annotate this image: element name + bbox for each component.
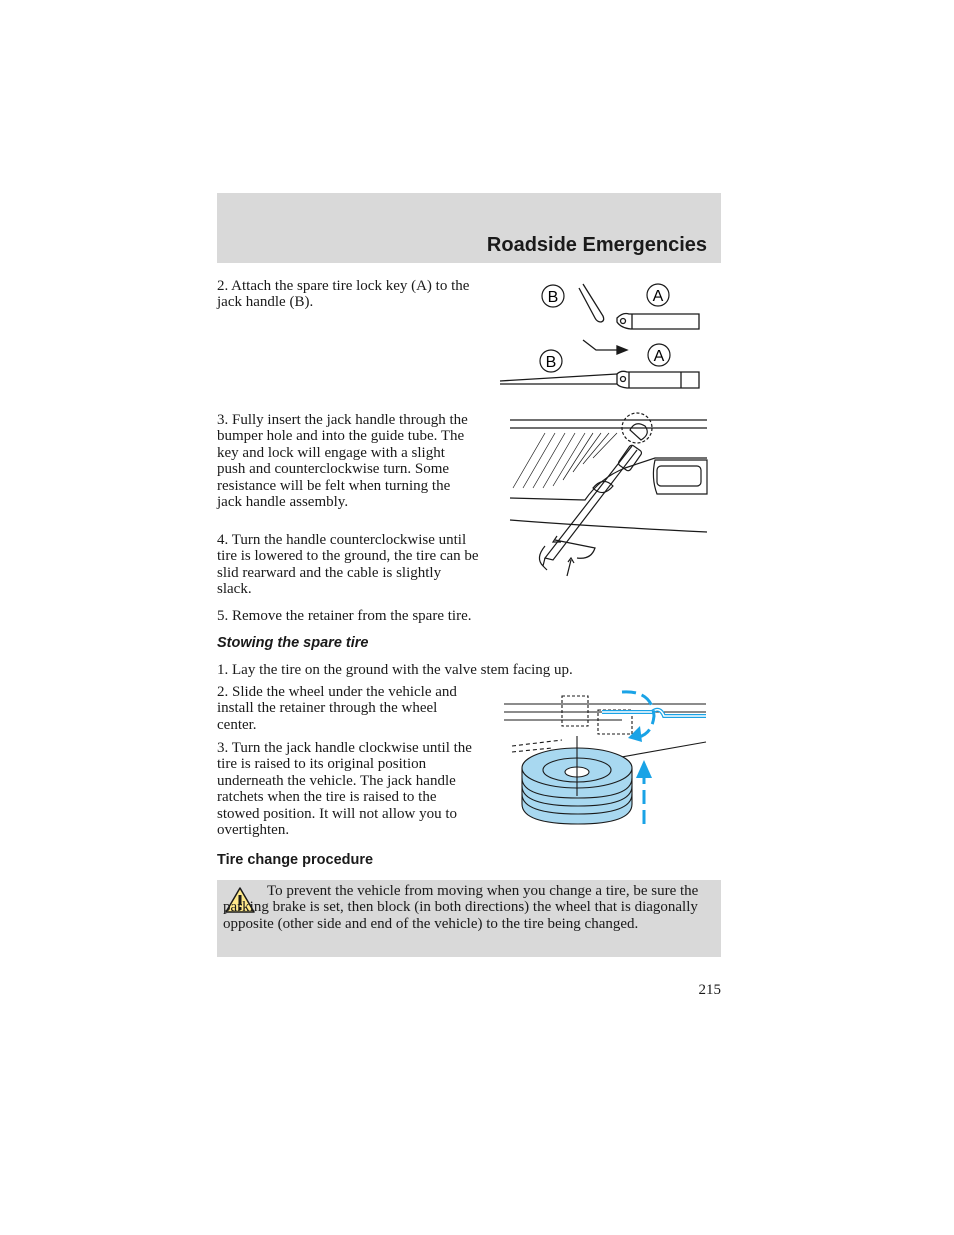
section-header bbox=[217, 193, 721, 263]
step-4-text: 4. Turn the handle counterclockwise until tire is lowered to the ground, the tire can be slid rearward and the cable is slightly slack. bbox=[217, 532, 479, 598]
label-b-top: B bbox=[547, 289, 559, 306]
step-2-text: 2. Attach the spare tire lock key (A) to the jack handle (B). bbox=[217, 278, 470, 311]
section-title: Roadside Emergencies bbox=[486, 234, 707, 256]
step-3-text: 3. Fully insert the jack handle through the bumper hole and into the guide tube. The key and lock will engage with a slight push and counterclockwise turn. Some resistance will be felt when turning the jack handle assembly. bbox=[217, 412, 468, 511]
step-5-text: 5. Remove the retainer from the spare tire. bbox=[217, 608, 472, 624]
label-b-bottom: B bbox=[545, 354, 557, 371]
label-a-top: A bbox=[652, 288, 664, 305]
jack-handle-bumper-figure bbox=[505, 408, 709, 580]
stowing-heading: Stowing the spare tire bbox=[217, 635, 369, 651]
stowing-step-3: 3. Turn the jack handle clockwise until the tire is raised to its original position underneath the vehicle. The jack handle ratchets when the tire is raised to the stowed position. It will not allow you to overtighten. bbox=[217, 740, 472, 839]
warning-text: To prevent the vehicle from moving when you change a tire, be sure the parking brake is set, then block (in both directions) the wheel that is diagonally opposite (other side and end of the vehicle) to the tire being changed. bbox=[223, 883, 699, 932]
stowing-step-1: 1. Lay the tire on the ground with the valve stem facing up. bbox=[217, 662, 573, 678]
spare-tire-stow-figure bbox=[502, 686, 708, 828]
warning-box bbox=[217, 880, 721, 957]
stowing-step-2: 2. Slide the wheel under the vehicle and install the retainer through the wheel center. bbox=[217, 684, 457, 733]
label-a-bottom: A bbox=[653, 348, 665, 365]
tire-change-heading: Tire change procedure bbox=[217, 852, 374, 868]
lock-key-figure bbox=[495, 278, 707, 396]
page-number: 215 bbox=[698, 982, 721, 998]
